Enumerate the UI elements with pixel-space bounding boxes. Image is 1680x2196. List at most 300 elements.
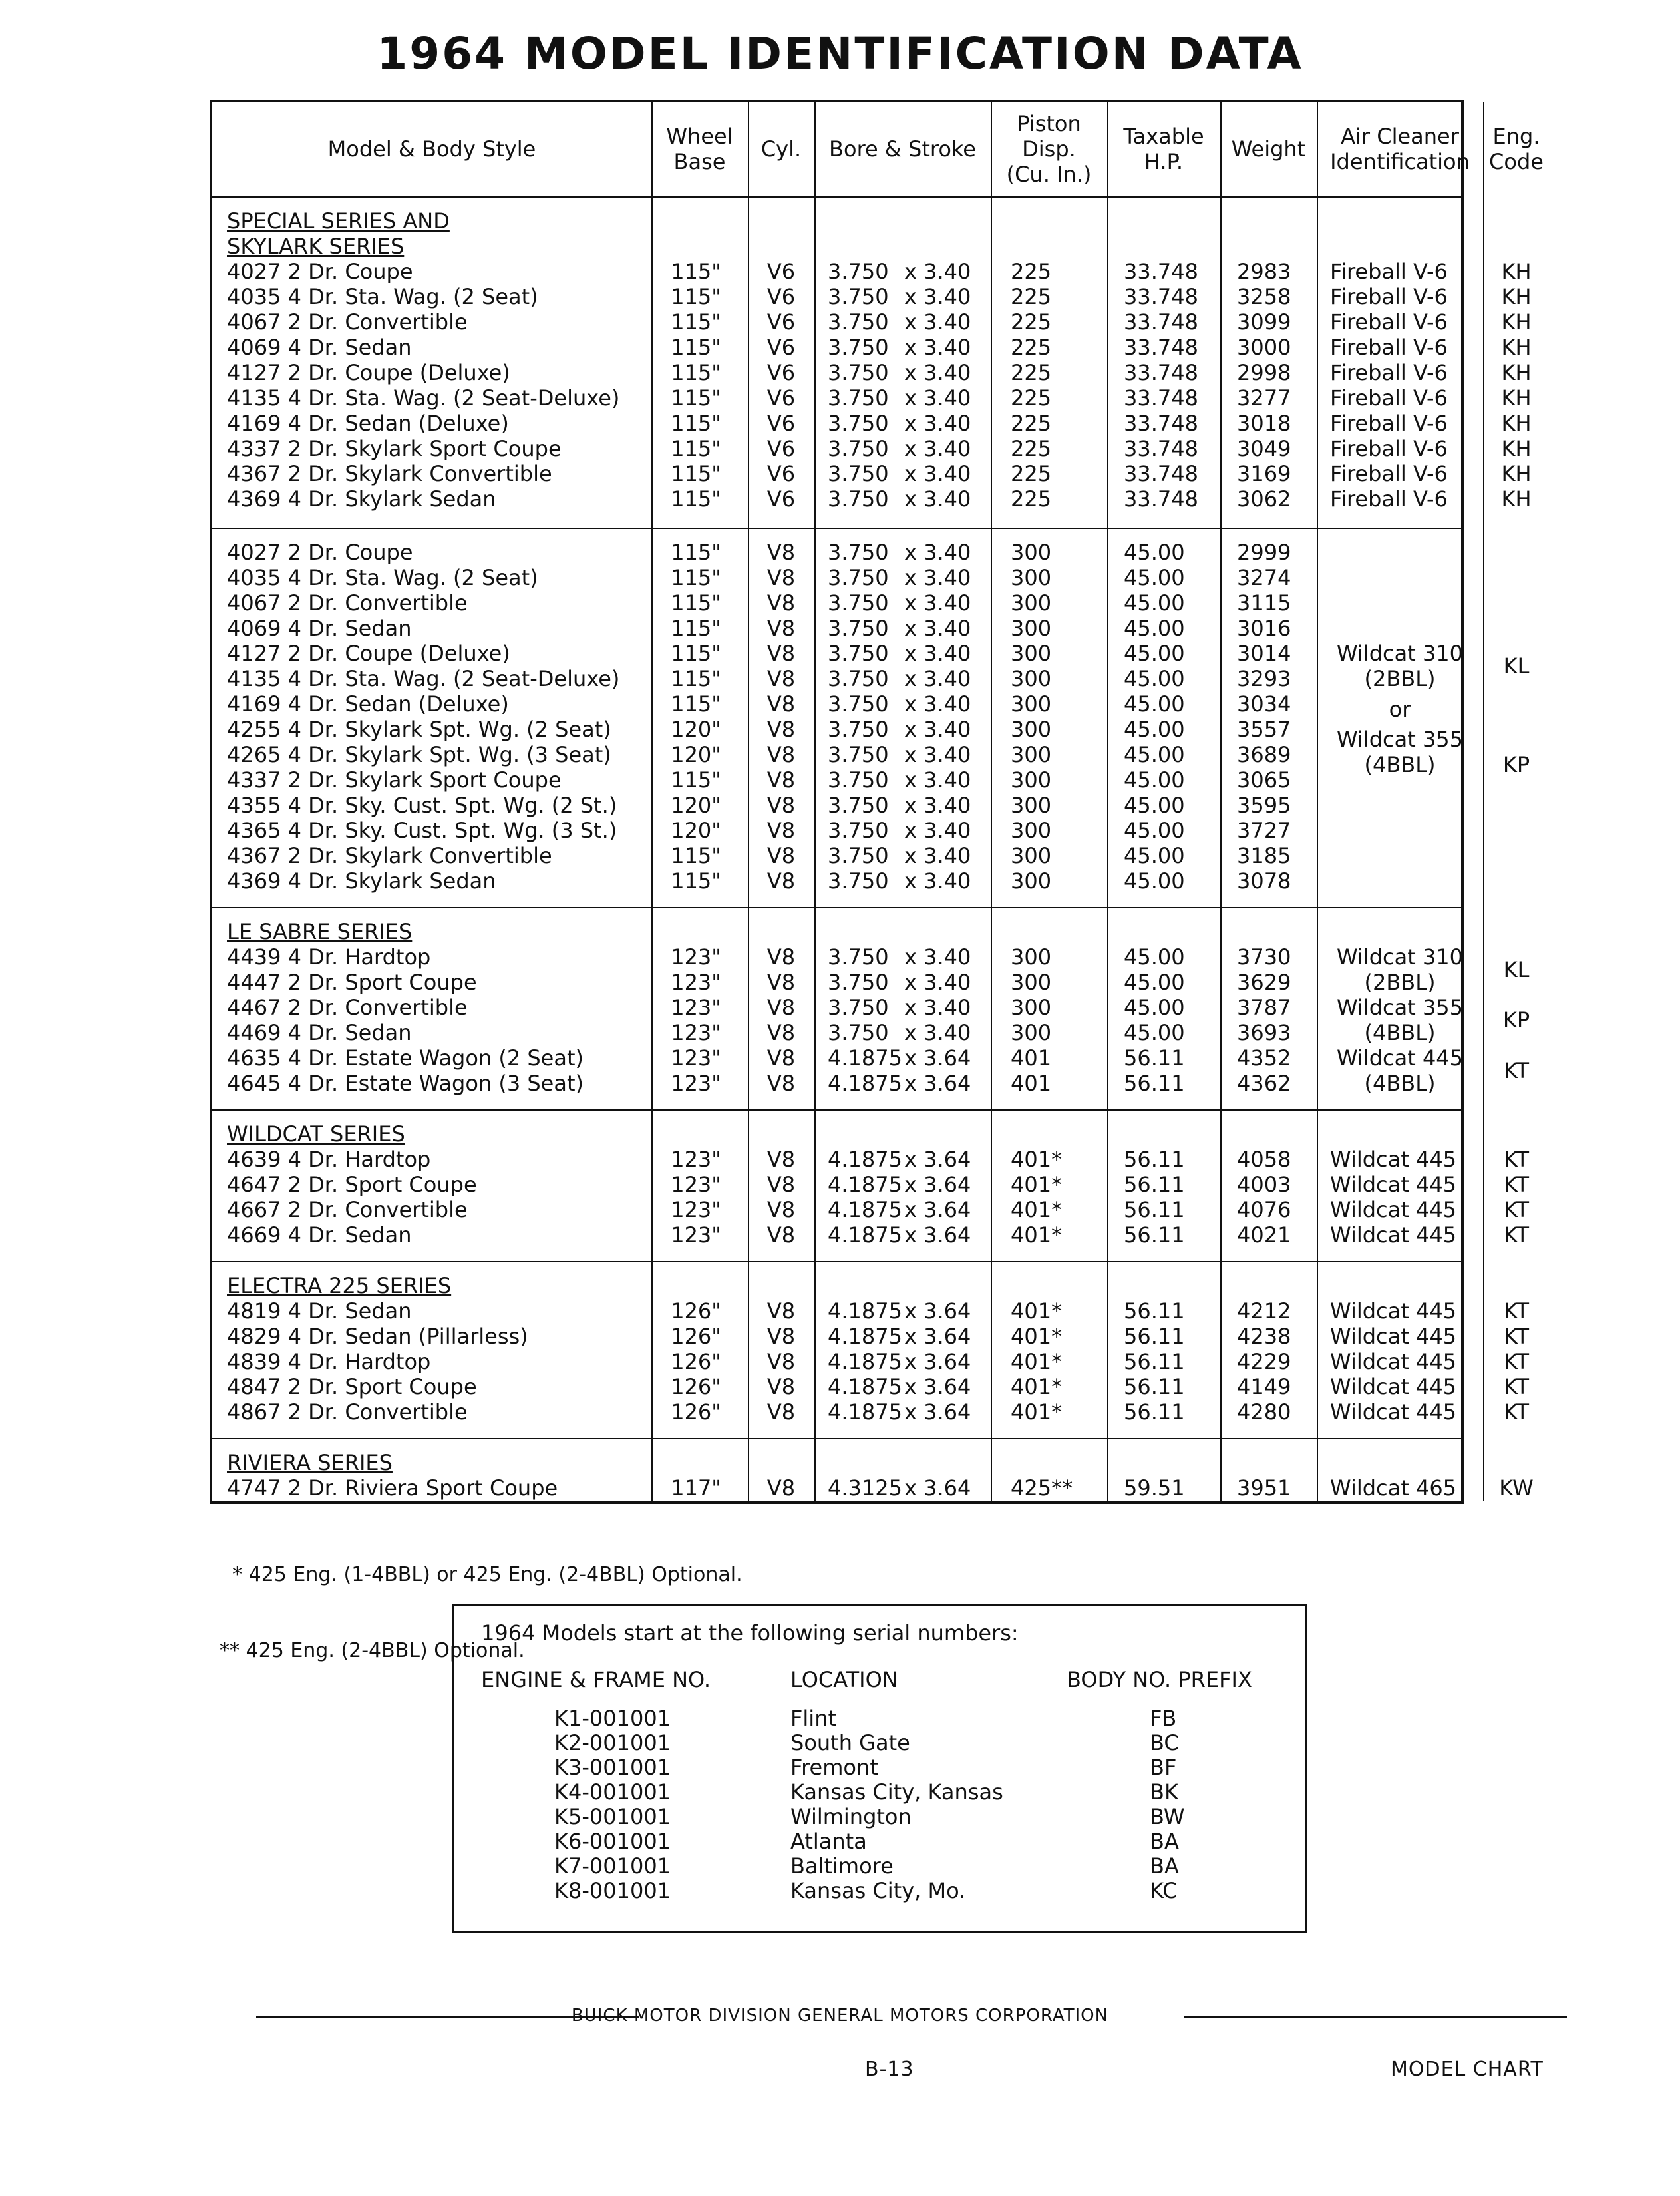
model-body-style: 4667 2 Dr. Convertible bbox=[227, 1197, 468, 1222]
engine-code: KT bbox=[1503, 1222, 1530, 1248]
serial-col-location: LOCATION bbox=[790, 1667, 898, 1692]
weight: 3034 bbox=[1237, 691, 1291, 717]
model-body-style: 4135 4 Dr. Sta. Wag. (2 Seat-Deluxe) bbox=[227, 385, 620, 411]
wheel-base: 117" bbox=[671, 1475, 721, 1501]
engine-code: KH bbox=[1501, 486, 1532, 512]
wheel-base: 123" bbox=[671, 1172, 721, 1197]
bore: 3.750 bbox=[828, 767, 889, 793]
wheel-base: 126" bbox=[671, 1349, 721, 1374]
table-row bbox=[212, 259, 1550, 284]
engine-code-merged: KT bbox=[1503, 1058, 1530, 1083]
model-body-style: 4127 2 Dr. Coupe (Deluxe) bbox=[227, 360, 510, 385]
model-body-style: 4447 2 Dr. Sport Coupe bbox=[227, 970, 477, 995]
piston-displacement: 225 bbox=[1011, 486, 1052, 512]
weight: 4058 bbox=[1237, 1147, 1291, 1172]
table-row bbox=[212, 1172, 1550, 1197]
piston-displacement: 300 bbox=[1011, 818, 1052, 843]
serial-body-prefix: FB bbox=[1150, 1706, 1177, 1731]
weight: 3693 bbox=[1237, 1020, 1291, 1045]
bore: 4.1875 bbox=[828, 1222, 902, 1248]
table-row bbox=[212, 1147, 1550, 1172]
weight: 3049 bbox=[1237, 436, 1291, 461]
wheel-base: 123" bbox=[671, 970, 721, 995]
engine-code: KT bbox=[1503, 1172, 1530, 1197]
taxable-hp: 45.00 bbox=[1124, 944, 1185, 970]
table-row bbox=[212, 284, 1550, 309]
bore: 4.3125 bbox=[828, 1475, 902, 1501]
stroke: x 3.40 bbox=[904, 767, 971, 793]
model-body-style: 4669 4 Dr. Sedan bbox=[227, 1222, 412, 1248]
header-piston-disp: Piston Disp. (Cu. In.) bbox=[1006, 111, 1092, 187]
model-body-style: 4069 4 Dr. Sedan bbox=[227, 616, 412, 641]
stroke: x 3.40 bbox=[904, 616, 971, 641]
cylinders: V6 bbox=[766, 486, 796, 512]
taxable-hp: 56.11 bbox=[1124, 1298, 1185, 1324]
stroke: x 3.40 bbox=[904, 590, 971, 616]
stroke: x 3.40 bbox=[904, 284, 971, 309]
stroke: x 3.40 bbox=[904, 486, 971, 512]
bore: 3.750 bbox=[828, 486, 889, 512]
air-cleaner-merged: Wildcat 355 bbox=[1336, 727, 1464, 753]
stroke: x 3.64 bbox=[904, 1475, 971, 1501]
cylinders: V8 bbox=[766, 1324, 796, 1349]
air-cleaner-merged: Wildcat 310 bbox=[1336, 641, 1464, 666]
bore: 3.750 bbox=[828, 1020, 889, 1045]
serial-location: Flint bbox=[790, 1706, 837, 1731]
piston-displacement: 300 bbox=[1011, 793, 1052, 818]
weight: 3258 bbox=[1237, 284, 1291, 309]
engine-code bbox=[1483, 540, 1550, 565]
stroke: x 3.64 bbox=[904, 1147, 971, 1172]
wheel-base: 123" bbox=[671, 1045, 721, 1071]
stroke: x 3.40 bbox=[904, 691, 971, 717]
cylinders: V6 bbox=[766, 259, 796, 284]
cylinders: V8 bbox=[766, 970, 796, 995]
cylinders: V8 bbox=[766, 641, 796, 666]
weight: 3000 bbox=[1237, 335, 1291, 360]
model-body-style: 4369 4 Dr. Skylark Sedan bbox=[227, 486, 496, 512]
weight: 3018 bbox=[1237, 411, 1291, 436]
engine-code bbox=[1483, 565, 1550, 590]
cylinders: V6 bbox=[766, 411, 796, 436]
taxable-hp: 45.00 bbox=[1124, 970, 1185, 995]
table-row bbox=[212, 1399, 1550, 1425]
table-row bbox=[212, 1222, 1550, 1248]
cylinders: V8 bbox=[766, 1374, 796, 1399]
stroke: x 3.40 bbox=[904, 995, 971, 1020]
piston-displacement: 225 bbox=[1011, 309, 1052, 335]
weight: 4021 bbox=[1237, 1222, 1291, 1248]
wheel-base: 115" bbox=[671, 335, 721, 360]
table-row bbox=[212, 360, 1550, 385]
stroke: x 3.64 bbox=[904, 1071, 971, 1096]
bore: 3.750 bbox=[828, 385, 889, 411]
serial-engine-frame-no: K4-001001 bbox=[554, 1779, 671, 1805]
weight: 3951 bbox=[1237, 1475, 1291, 1501]
bore: 3.750 bbox=[828, 742, 889, 767]
cylinders: V8 bbox=[766, 843, 796, 868]
piston-displacement: 300 bbox=[1011, 641, 1052, 666]
engine-code: KH bbox=[1501, 411, 1532, 436]
taxable-hp: 33.748 bbox=[1124, 335, 1198, 360]
taxable-hp: 45.00 bbox=[1124, 691, 1185, 717]
serial-engine-frame-no: K8-001001 bbox=[554, 1878, 671, 1903]
weight: 4229 bbox=[1237, 1349, 1291, 1374]
serial-location: Kansas City, Kansas bbox=[790, 1779, 1003, 1805]
serial-engine-frame-no: K5-001001 bbox=[554, 1804, 671, 1829]
wheel-base: 115" bbox=[671, 385, 721, 411]
engine-code: KH bbox=[1501, 436, 1532, 461]
serial-body-prefix: BW bbox=[1150, 1804, 1185, 1829]
cylinders: V8 bbox=[766, 1147, 796, 1172]
bore: 3.750 bbox=[828, 944, 889, 970]
bore: 4.1875 bbox=[828, 1324, 902, 1349]
bore: 3.750 bbox=[828, 360, 889, 385]
model-data-table bbox=[210, 100, 1544, 1504]
air-cleaner: Fireball V-6 bbox=[1330, 259, 1448, 284]
model-body-style: 4035 4 Dr. Sta. Wag. (2 Seat) bbox=[227, 284, 538, 309]
air-cleaner: Fireball V-6 bbox=[1330, 461, 1448, 486]
weight: 3787 bbox=[1237, 995, 1291, 1020]
model-body-style: 4337 2 Dr. Skylark Sport Coupe bbox=[227, 767, 562, 793]
weight: 3730 bbox=[1237, 944, 1291, 970]
cylinders: V6 bbox=[766, 360, 796, 385]
header-eng-code: Eng. Code bbox=[1489, 124, 1544, 174]
air-cleaner: Fireball V-6 bbox=[1330, 385, 1448, 411]
stroke: x 3.40 bbox=[904, 309, 971, 335]
table-row bbox=[212, 818, 1550, 843]
cylinders: V8 bbox=[766, 944, 796, 970]
model-body-style: 4067 2 Dr. Convertible bbox=[227, 590, 468, 616]
wheel-base: 115" bbox=[671, 868, 721, 894]
cylinders: V6 bbox=[766, 284, 796, 309]
wheel-base: 126" bbox=[671, 1374, 721, 1399]
table-row bbox=[212, 335, 1550, 360]
table-row bbox=[212, 385, 1550, 411]
piston-displacement: 300 bbox=[1011, 970, 1052, 995]
wheel-base: 115" bbox=[671, 461, 721, 486]
air-cleaner: Fireball V-6 bbox=[1330, 309, 1448, 335]
model-body-style: 4265 4 Dr. Skylark Spt. Wg. (3 Seat) bbox=[227, 742, 611, 767]
stroke: x 3.40 bbox=[904, 335, 971, 360]
piston-displacement: 225 bbox=[1011, 411, 1052, 436]
header-wheel-base: Wheel Base bbox=[666, 124, 733, 174]
taxable-hp: 45.00 bbox=[1124, 843, 1185, 868]
model-body-style: 4867 2 Dr. Convertible bbox=[227, 1399, 468, 1425]
stroke: x 3.40 bbox=[904, 742, 971, 767]
table-row bbox=[212, 1475, 1550, 1501]
header-cyl: Cyl. bbox=[760, 136, 802, 162]
series-heading: ELECTRA 225 SERIES bbox=[227, 1273, 452, 1298]
bore: 4.1875 bbox=[828, 1172, 902, 1197]
cylinders: V8 bbox=[766, 616, 796, 641]
group-divider bbox=[212, 907, 1461, 908]
serial-number-box bbox=[452, 1604, 1307, 1933]
stroke: x 3.40 bbox=[904, 436, 971, 461]
table-row bbox=[212, 1197, 1550, 1222]
model-body-style: 4819 4 Dr. Sedan bbox=[227, 1298, 412, 1324]
model-body-style: 4069 4 Dr. Sedan bbox=[227, 335, 412, 360]
taxable-hp: 56.11 bbox=[1124, 1197, 1185, 1222]
cylinders: V8 bbox=[766, 1020, 796, 1045]
bore: 3.750 bbox=[828, 843, 889, 868]
taxable-hp: 56.11 bbox=[1124, 1147, 1185, 1172]
cylinders: V8 bbox=[766, 691, 796, 717]
weight: 2999 bbox=[1237, 540, 1291, 565]
engine-code-merged: KL bbox=[1503, 957, 1530, 982]
engine-code: KT bbox=[1503, 1324, 1530, 1349]
group-divider bbox=[212, 1438, 1461, 1439]
group-divider bbox=[212, 1109, 1461, 1111]
wheel-base: 115" bbox=[671, 540, 721, 565]
cylinders: V6 bbox=[766, 335, 796, 360]
taxable-hp: 45.00 bbox=[1124, 1020, 1185, 1045]
bore: 4.1875 bbox=[828, 1399, 902, 1425]
bore: 3.750 bbox=[828, 970, 889, 995]
piston-displacement: 300 bbox=[1011, 868, 1052, 894]
air-cleaner-merged: (4BBL) bbox=[1364, 1020, 1436, 1045]
bore: 3.750 bbox=[828, 717, 889, 742]
piston-displacement: 300 bbox=[1011, 767, 1052, 793]
cylinders: V8 bbox=[766, 565, 796, 590]
taxable-hp: 56.11 bbox=[1124, 1172, 1185, 1197]
bore: 4.1875 bbox=[828, 1071, 902, 1096]
taxable-hp: 33.748 bbox=[1124, 284, 1198, 309]
taxable-hp: 45.00 bbox=[1124, 793, 1185, 818]
serial-engine-frame-no: K3-001001 bbox=[554, 1755, 671, 1780]
wheel-base: 123" bbox=[671, 1071, 721, 1096]
model-body-style: 4839 4 Dr. Hardtop bbox=[227, 1349, 431, 1374]
model-body-style: 4467 2 Dr. Convertible bbox=[227, 995, 468, 1020]
stroke: x 3.40 bbox=[904, 540, 971, 565]
taxable-hp: 33.748 bbox=[1124, 385, 1198, 411]
wheel-base: 123" bbox=[671, 1020, 721, 1045]
serial-location: Fremont bbox=[790, 1755, 878, 1780]
cylinders: V8 bbox=[766, 666, 796, 691]
bore: 3.750 bbox=[828, 793, 889, 818]
weight: 2998 bbox=[1237, 360, 1291, 385]
weight: 2983 bbox=[1237, 259, 1291, 284]
piston-displacement: 300 bbox=[1011, 1020, 1052, 1045]
wheel-base: 123" bbox=[671, 1147, 721, 1172]
table-row bbox=[212, 436, 1550, 461]
piston-displacement: 225 bbox=[1011, 335, 1052, 360]
wheel-base: 115" bbox=[671, 486, 721, 512]
table-row bbox=[212, 1374, 1550, 1399]
cylinders: V8 bbox=[766, 590, 796, 616]
model-body-style: 4135 4 Dr. Sta. Wag. (2 Seat-Deluxe) bbox=[227, 666, 620, 691]
engine-code-merged: KP bbox=[1502, 752, 1530, 778]
model-body-style: 4829 4 Dr. Sedan (Pillarless) bbox=[227, 1324, 528, 1349]
stroke: x 3.40 bbox=[904, 717, 971, 742]
engine-code bbox=[1483, 843, 1550, 868]
cylinders: V8 bbox=[766, 868, 796, 894]
piston-displacement: 401 bbox=[1011, 1071, 1052, 1096]
weight: 4362 bbox=[1237, 1071, 1291, 1096]
taxable-hp: 45.00 bbox=[1124, 641, 1185, 666]
air-cleaner: Wildcat 465 bbox=[1330, 1475, 1457, 1501]
bore: 3.750 bbox=[828, 411, 889, 436]
bore: 3.750 bbox=[828, 540, 889, 565]
cylinders: V8 bbox=[766, 1399, 796, 1425]
model-body-style: 4027 2 Dr. Coupe bbox=[227, 540, 413, 565]
footnote: ** 425 Eng. (2-4BBL) Optional. bbox=[220, 1639, 525, 1662]
engine-code: KT bbox=[1503, 1374, 1530, 1399]
group-divider bbox=[212, 528, 1461, 529]
cylinders: V8 bbox=[766, 1197, 796, 1222]
cylinders: V8 bbox=[766, 995, 796, 1020]
serial-location: South Gate bbox=[790, 1730, 910, 1755]
wheel-base: 115" bbox=[671, 691, 721, 717]
model-body-style: 4469 4 Dr. Sedan bbox=[227, 1020, 412, 1045]
table-row bbox=[212, 486, 1550, 512]
engine-code: KH bbox=[1501, 335, 1532, 360]
piston-displacement: 401* bbox=[1011, 1147, 1063, 1172]
bore: 3.750 bbox=[828, 641, 889, 666]
bore: 3.750 bbox=[828, 616, 889, 641]
cylinders: V8 bbox=[766, 1475, 796, 1501]
air-cleaner-merged: (4BBL) bbox=[1364, 752, 1436, 778]
bore: 3.750 bbox=[828, 691, 889, 717]
wheel-base: 123" bbox=[671, 944, 721, 970]
air-cleaner-merged: (2BBL) bbox=[1364, 666, 1436, 691]
piston-displacement: 401* bbox=[1011, 1399, 1063, 1425]
model-body-style: 4847 2 Dr. Sport Coupe bbox=[227, 1374, 477, 1399]
weight: 3727 bbox=[1237, 818, 1291, 843]
piston-displacement: 401* bbox=[1011, 1374, 1063, 1399]
taxable-hp: 33.748 bbox=[1124, 411, 1198, 436]
air-cleaner-merged: Wildcat 445 bbox=[1336, 1045, 1464, 1071]
stroke: x 3.64 bbox=[904, 1172, 971, 1197]
air-cleaner: Fireball V-6 bbox=[1330, 486, 1448, 512]
wheel-base: 115" bbox=[671, 616, 721, 641]
series-heading: RIVIERA SERIES bbox=[227, 1450, 393, 1475]
serial-col-engine: ENGINE & FRAME NO. bbox=[481, 1667, 711, 1692]
air-cleaner: Fireball V-6 bbox=[1330, 411, 1448, 436]
taxable-hp: 59.51 bbox=[1124, 1475, 1185, 1501]
piston-displacement: 300 bbox=[1011, 666, 1052, 691]
air-cleaner-merged: Wildcat 310 bbox=[1336, 944, 1464, 970]
air-cleaner: Fireball V-6 bbox=[1330, 436, 1448, 461]
engine-code bbox=[1483, 868, 1550, 894]
series-heading: WILDCAT SERIES bbox=[227, 1121, 405, 1147]
model-body-style: 4355 4 Dr. Sky. Cust. Spt. Wg. (2 St.) bbox=[227, 793, 617, 818]
bore: 4.1875 bbox=[828, 1349, 902, 1374]
stroke: x 3.64 bbox=[904, 1349, 971, 1374]
engine-code: KT bbox=[1503, 1298, 1530, 1324]
air-cleaner: Fireball V-6 bbox=[1330, 284, 1448, 309]
table-row bbox=[212, 540, 1550, 565]
stroke: x 3.64 bbox=[904, 1399, 971, 1425]
cylinders: V8 bbox=[766, 793, 796, 818]
weight: 4352 bbox=[1237, 1045, 1291, 1071]
piston-displacement: 225 bbox=[1011, 385, 1052, 411]
bore: 3.750 bbox=[828, 565, 889, 590]
stroke: x 3.40 bbox=[904, 818, 971, 843]
air-cleaner: Wildcat 445 bbox=[1330, 1298, 1457, 1324]
weight: 3014 bbox=[1237, 641, 1291, 666]
weight: 3016 bbox=[1237, 616, 1291, 641]
engine-code-merged: KL bbox=[1503, 653, 1530, 679]
group-divider bbox=[212, 1261, 1461, 1262]
serial-location: Wilmington bbox=[790, 1804, 912, 1829]
header-weight: Weight bbox=[1231, 136, 1306, 162]
serial-body-prefix: KC bbox=[1150, 1878, 1178, 1903]
footer-page-number: B-13 bbox=[865, 2058, 914, 2081]
wheel-base: 115" bbox=[671, 843, 721, 868]
engine-code: KH bbox=[1501, 284, 1532, 309]
taxable-hp: 56.11 bbox=[1124, 1349, 1185, 1374]
taxable-hp: 33.748 bbox=[1124, 436, 1198, 461]
piston-displacement: 300 bbox=[1011, 944, 1052, 970]
table-row bbox=[212, 616, 1550, 641]
weight: 3065 bbox=[1237, 767, 1291, 793]
stroke: x 3.40 bbox=[904, 461, 971, 486]
stroke: x 3.40 bbox=[904, 385, 971, 411]
taxable-hp: 45.00 bbox=[1124, 868, 1185, 894]
serial-engine-frame-no: K7-001001 bbox=[554, 1853, 671, 1879]
wheel-base: 115" bbox=[671, 436, 721, 461]
table-row bbox=[212, 309, 1550, 335]
air-cleaner: Fireball V-6 bbox=[1330, 335, 1448, 360]
stroke: x 3.40 bbox=[904, 1020, 971, 1045]
bore: 3.750 bbox=[828, 666, 889, 691]
piston-displacement: 401 bbox=[1011, 1045, 1052, 1071]
cylinders: V8 bbox=[766, 767, 796, 793]
taxable-hp: 45.00 bbox=[1124, 818, 1185, 843]
taxable-hp: 56.11 bbox=[1124, 1324, 1185, 1349]
model-body-style: 4369 4 Dr. Skylark Sedan bbox=[227, 868, 496, 894]
serial-col-prefix: BODY NO. PREFIX bbox=[1067, 1667, 1252, 1692]
cylinders: V8 bbox=[766, 540, 796, 565]
header-air-cleaner: Air Cleaner Identification bbox=[1330, 124, 1470, 174]
weight: 4280 bbox=[1237, 1399, 1291, 1425]
piston-displacement: 300 bbox=[1011, 717, 1052, 742]
wheel-base: 120" bbox=[671, 793, 721, 818]
air-cleaner: Wildcat 445 bbox=[1330, 1324, 1457, 1349]
engine-code: KT bbox=[1503, 1197, 1530, 1222]
taxable-hp: 56.11 bbox=[1124, 1222, 1185, 1248]
engine-code: KT bbox=[1503, 1399, 1530, 1425]
cylinders: V6 bbox=[766, 461, 796, 486]
wheel-base: 115" bbox=[671, 767, 721, 793]
bore: 3.750 bbox=[828, 868, 889, 894]
model-body-style: 4367 2 Dr. Skylark Convertible bbox=[227, 843, 552, 868]
cylinders: V8 bbox=[766, 717, 796, 742]
bore: 3.750 bbox=[828, 335, 889, 360]
model-body-style: 4439 4 Dr. Hardtop bbox=[227, 944, 431, 970]
weight: 3078 bbox=[1237, 868, 1291, 894]
wheel-base: 123" bbox=[671, 995, 721, 1020]
engine-code: KT bbox=[1503, 1147, 1530, 1172]
taxable-hp: 45.00 bbox=[1124, 666, 1185, 691]
model-body-style: 4337 2 Dr. Skylark Sport Coupe bbox=[227, 436, 562, 461]
weight: 3274 bbox=[1237, 565, 1291, 590]
taxable-hp: 45.00 bbox=[1124, 995, 1185, 1020]
wheel-base: 115" bbox=[671, 666, 721, 691]
serial-engine-frame-no: K1-001001 bbox=[554, 1706, 671, 1731]
taxable-hp: 45.00 bbox=[1124, 590, 1185, 616]
piston-displacement: 300 bbox=[1011, 691, 1052, 717]
weight: 3062 bbox=[1237, 486, 1291, 512]
wheel-base: 115" bbox=[671, 590, 721, 616]
cylinders: V8 bbox=[766, 1222, 796, 1248]
table-row bbox=[212, 590, 1550, 616]
serial-body-prefix: BC bbox=[1150, 1730, 1179, 1755]
air-cleaner: Wildcat 445 bbox=[1330, 1349, 1457, 1374]
taxable-hp: 33.748 bbox=[1124, 461, 1198, 486]
wheel-base: 115" bbox=[671, 411, 721, 436]
